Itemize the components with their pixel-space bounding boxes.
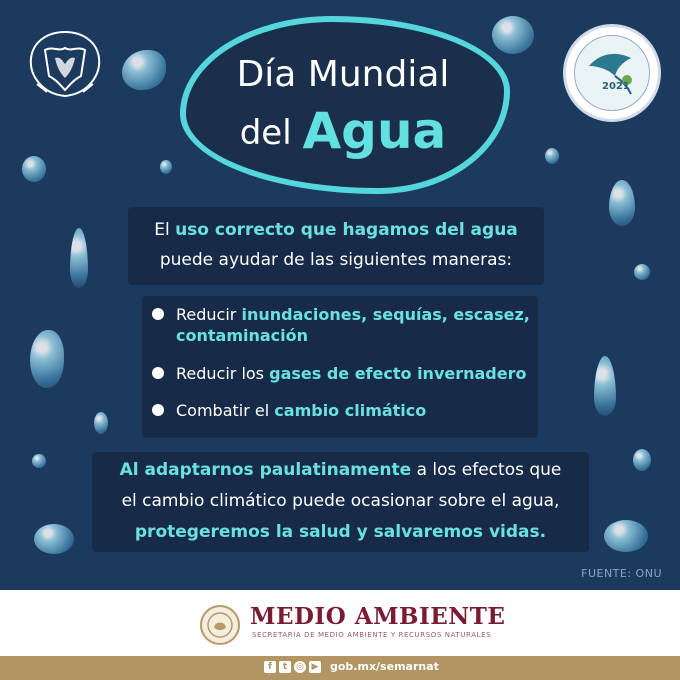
bullet-icon bbox=[152, 404, 164, 416]
actions-list bbox=[142, 296, 538, 438]
intro-pre: El bbox=[154, 220, 170, 240]
list-item bbox=[154, 363, 526, 384]
water-drop-icon bbox=[160, 160, 172, 174]
facebook-icon[interactable]: f bbox=[264, 661, 276, 673]
brand-name: MEDIO AMBIENTE bbox=[250, 603, 506, 630]
water-drop-icon bbox=[32, 454, 46, 468]
water-drop-icon bbox=[545, 148, 559, 164]
source-credit: FUENTE: ONU bbox=[581, 567, 662, 580]
website-link[interactable]: gob.mx/semarnat bbox=[330, 660, 439, 673]
water-drop-icon bbox=[492, 16, 534, 54]
anniversary-seal-logo bbox=[563, 24, 661, 122]
water-drop-icon bbox=[34, 524, 74, 554]
water-drop-icon bbox=[594, 356, 616, 416]
water-drop-icon bbox=[634, 264, 650, 280]
badge-year: 2021 bbox=[602, 81, 630, 92]
item-highlight: cambio climático bbox=[274, 401, 427, 420]
title-prefix: del bbox=[239, 113, 292, 153]
water-drop-icon bbox=[122, 50, 166, 90]
closing-highlight-2: protegeremos la salud y salvaremos vidas. bbox=[134, 522, 547, 542]
semarnat-seal-logo bbox=[200, 605, 240, 645]
youtube-icon[interactable]: ▶ bbox=[309, 661, 321, 673]
closing-panel bbox=[92, 452, 589, 552]
badge-inner bbox=[574, 35, 650, 111]
closing-highlight-1: Al adaptarnos paulatinamente bbox=[119, 460, 412, 480]
water-drop-icon bbox=[30, 330, 64, 388]
water-drop-icon bbox=[22, 156, 46, 182]
item-pre: Reducir bbox=[176, 305, 237, 324]
bullet-icon bbox=[152, 308, 164, 320]
title-accent: Agua bbox=[302, 102, 447, 160]
social-links bbox=[264, 661, 321, 673]
closing-text-1: a los efectos que bbox=[416, 460, 562, 480]
water-drop-icon bbox=[604, 520, 648, 552]
page-subtitle bbox=[188, 102, 498, 160]
item-pre: Combatir el bbox=[176, 401, 270, 420]
item-highlight: gases de efecto invernadero bbox=[269, 364, 527, 383]
list-item bbox=[154, 400, 426, 421]
intro-highlight: uso correcto que hagamos del agua bbox=[175, 220, 518, 240]
water-drop-icon bbox=[70, 228, 88, 288]
twitter-icon[interactable]: t bbox=[279, 661, 291, 673]
item-highlight: inundaciones, sequías, escasez, contaminación bbox=[176, 305, 530, 345]
closing-text-2: el cambio climático puede ocasionar sobre el agua, bbox=[121, 491, 560, 511]
water-drop-icon bbox=[94, 412, 108, 434]
list-item bbox=[154, 304, 538, 346]
bullet-icon bbox=[152, 367, 164, 379]
intro-rest: puede ayudar de las siguientes maneras: bbox=[159, 250, 513, 270]
instagram-icon[interactable]: ◎ bbox=[294, 661, 306, 673]
item-pre: Reducir los bbox=[176, 364, 265, 383]
intro-panel bbox=[128, 207, 544, 285]
unam-crest-logo bbox=[25, 28, 105, 100]
page-title: Día Mundial bbox=[236, 54, 450, 95]
water-drop-icon bbox=[633, 449, 651, 471]
brand-subtitle: SECRETARÍA DE MEDIO AMBIENTE Y RECURSOS NATURALES bbox=[252, 631, 492, 639]
water-drop-icon bbox=[609, 180, 635, 226]
